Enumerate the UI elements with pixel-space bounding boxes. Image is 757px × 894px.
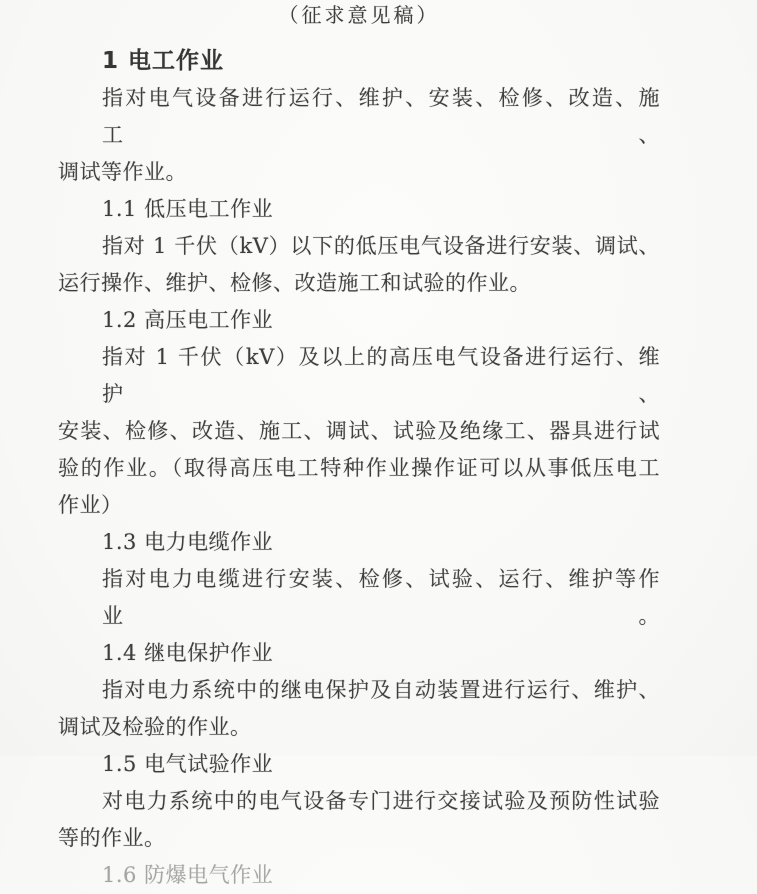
- text-line: 对电力系统中的电气设备专门进行交接试验及预防性试验: [102, 789, 660, 813]
- text-line: 指对电力系统中的继电保护及自动装置进行运行、维护、: [102, 678, 660, 702]
- text-line: 1.4 继电保护作业: [102, 641, 274, 665]
- text-line: 1.2 高压电工作业: [102, 308, 274, 332]
- text-line: 安装、检修、改造、施工、调试、试验及绝缘工、器具进行试: [58, 419, 660, 443]
- text-line: 1.1 低压电工作业: [102, 197, 274, 221]
- text-line: 指对电力电缆进行安装、检修、试验、运行、维护等作业。: [102, 567, 660, 628]
- text-line: 指对 1 千伏（kV）以下的低压电气设备进行安装、调试、: [102, 234, 660, 258]
- text-line: 调试等作业。: [58, 160, 187, 184]
- text-line: 1.3 电力电缆作业: [102, 530, 274, 554]
- section-1-heading: 1 电工作业: [102, 48, 225, 74]
- text-line: 1.6 防爆电气作业: [102, 863, 274, 887]
- document-body: [58, 80, 660, 894]
- text-line: 作业）: [58, 493, 123, 517]
- text-line: 等的作业。: [58, 826, 166, 850]
- text-line: 调试及检验的作业。: [58, 715, 252, 739]
- text-line: 指对电气设备进行运行、维护、安装、检修、改造、施工、: [102, 86, 660, 147]
- draft-note-title: （征求意见稿）: [278, 3, 440, 27]
- text-line: 指对 1 千伏（kV）及以上的高压电气设备进行运行、维护、: [102, 345, 660, 406]
- text-line: 验的作业。（取得高压电工特种作业操作证可以从事低压电工: [58, 456, 660, 480]
- text-line: 1.5 电气试验作业: [102, 752, 274, 776]
- text-line: 运行操作、维护、检修、改造施工和试验的作业。: [58, 271, 531, 295]
